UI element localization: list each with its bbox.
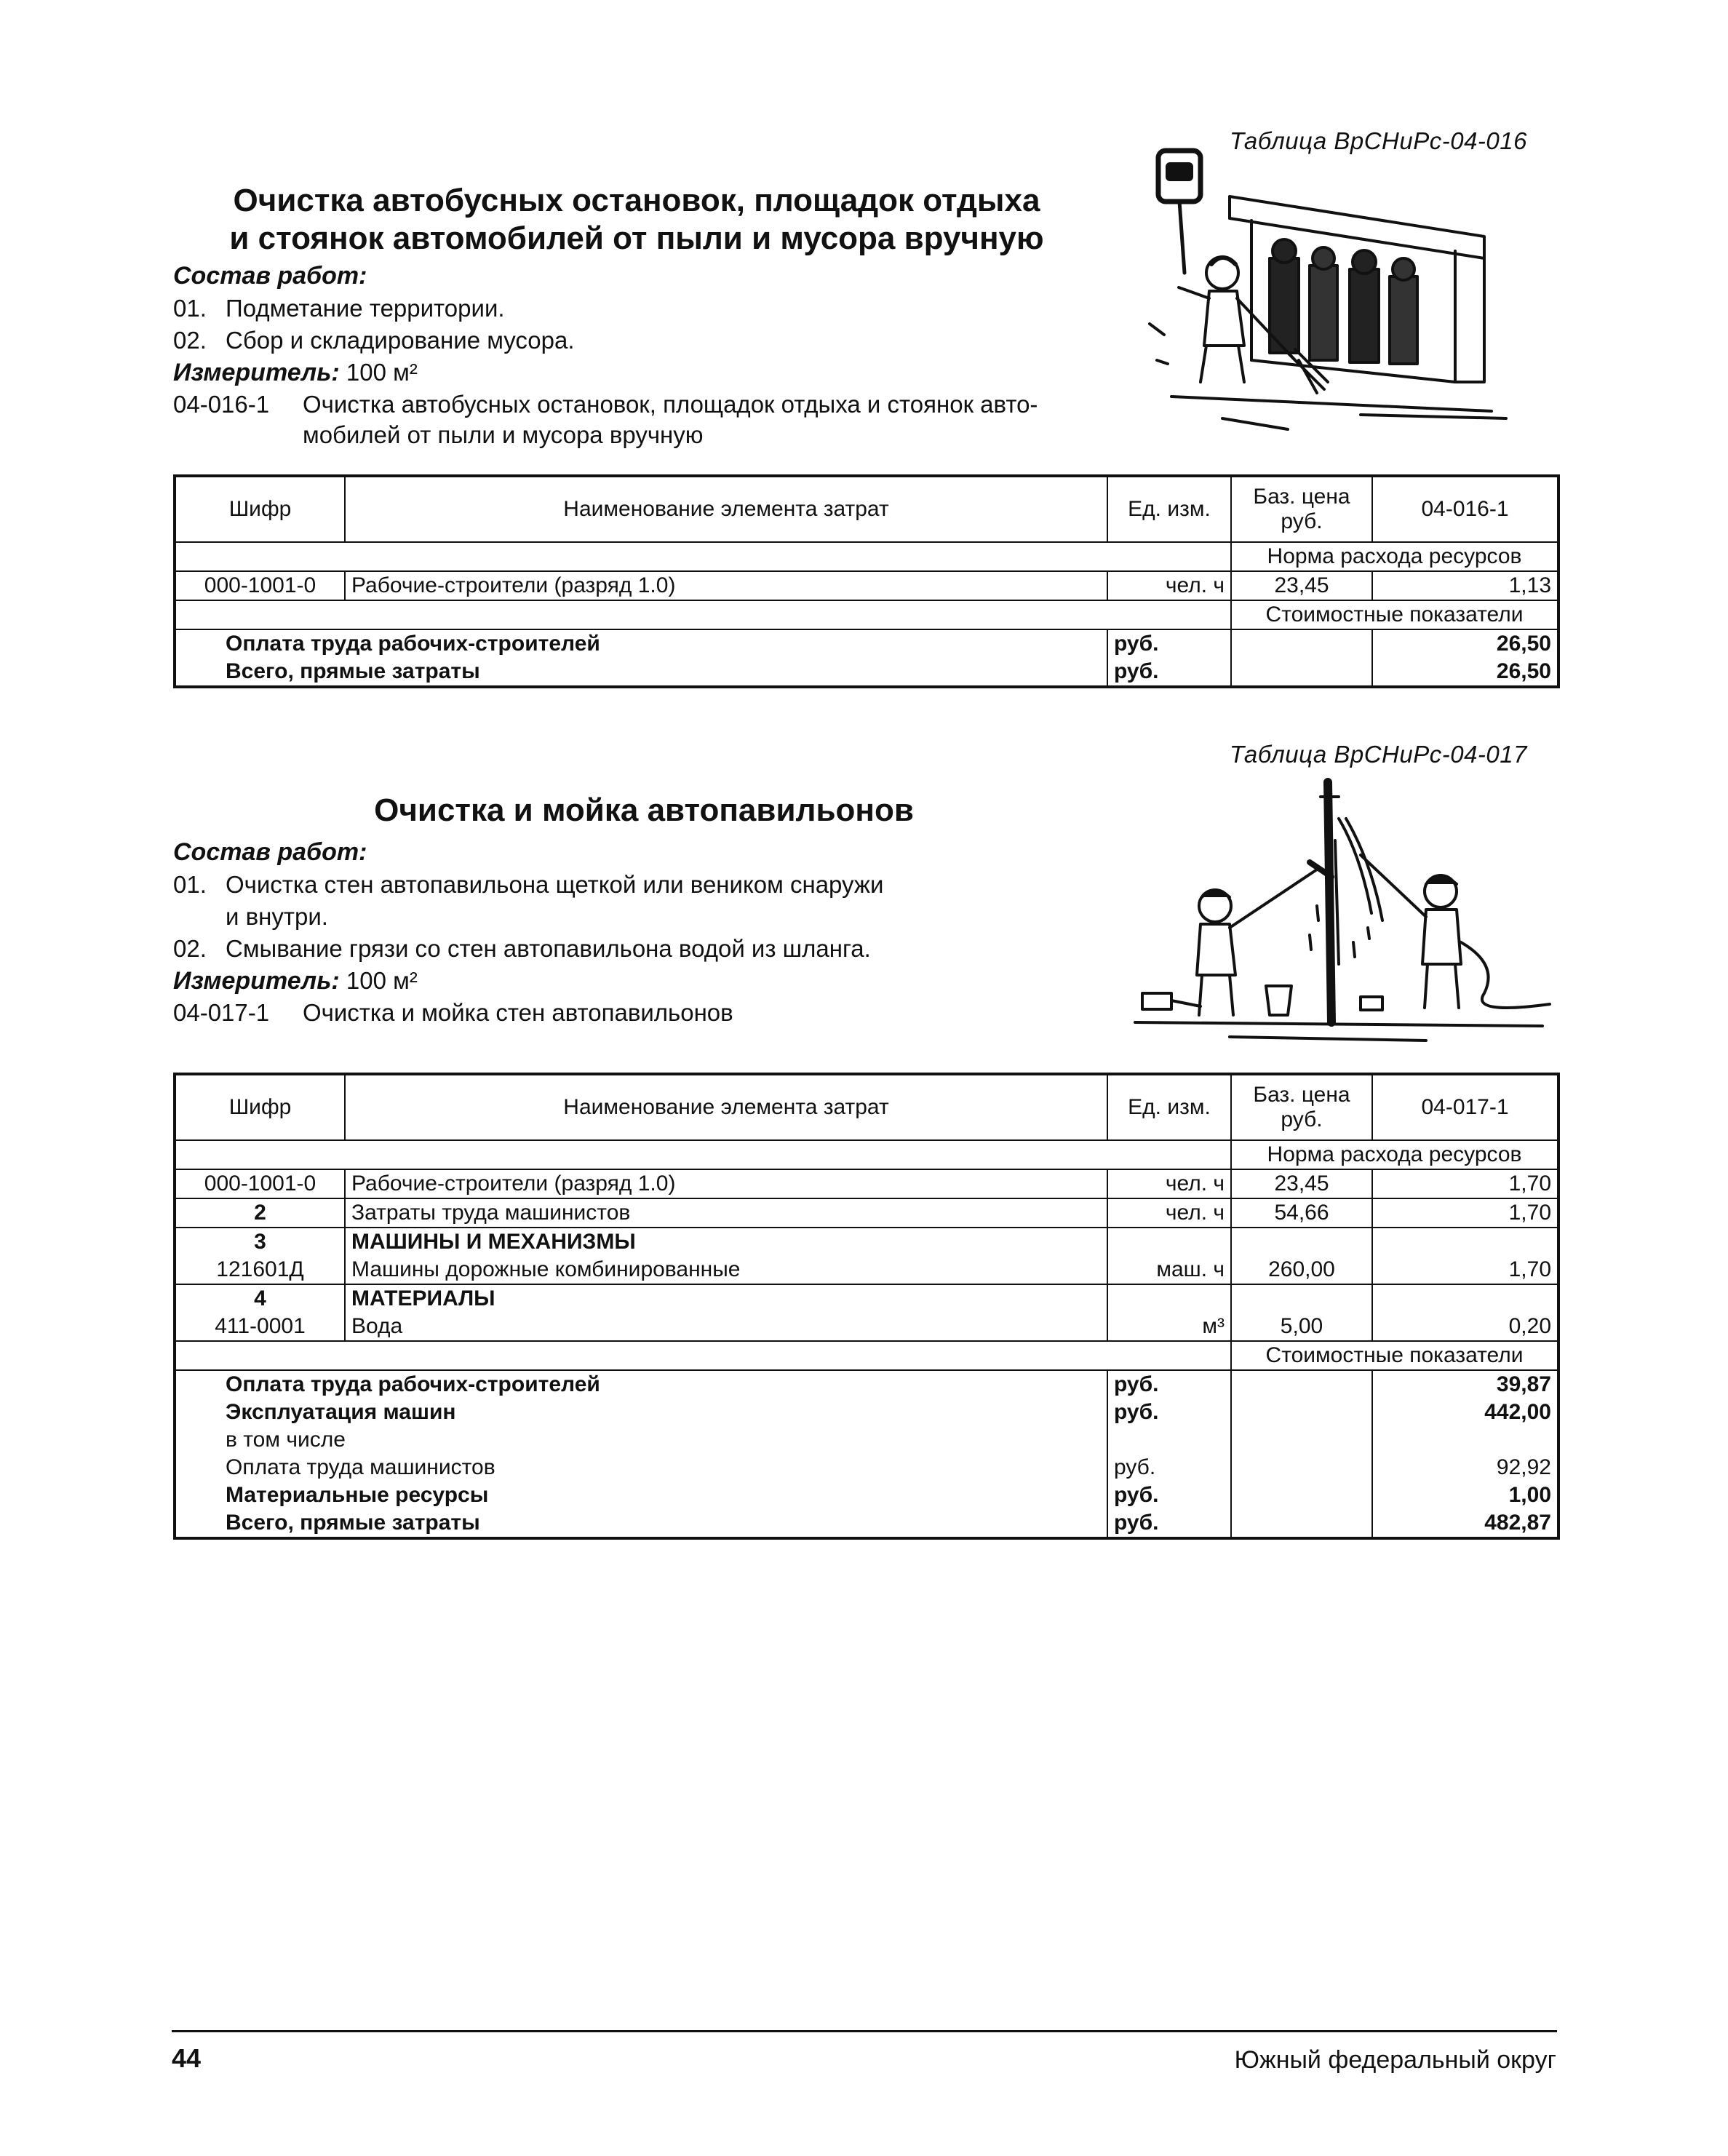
cell-unit: чел. ч	[1107, 571, 1231, 600]
table-row	[175, 1228, 1558, 1256]
title-line: и стоянок автомобилей от пыли и мусора вручную	[229, 220, 1044, 256]
table-row	[175, 1256, 1558, 1284]
code-ref-line	[173, 998, 733, 1027]
title-line: Очистка автобусных остановок, площадок отдыха	[233, 183, 1040, 218]
table-row	[175, 1169, 1558, 1198]
work-text: Сбор и складирование мусора.	[226, 327, 575, 354]
cell-price: 260,00	[1231, 1256, 1372, 1284]
work-item	[173, 294, 505, 323]
footer-divider	[172, 2030, 1557, 2032]
total-value: 39,87	[1372, 1370, 1558, 1399]
works-heading: Состав работ:	[173, 262, 367, 290]
total-name: Материальные ресурсы	[226, 1483, 489, 1507]
total-name: Всего, прямые затраты	[226, 659, 480, 683]
total-value: 26,50	[1372, 629, 1558, 658]
cell-code: 3	[175, 1228, 345, 1256]
total-name: Оплата труда рабочих-строителей	[175, 629, 1107, 658]
code-ref-line	[173, 390, 1038, 419]
total-name: Эксплуатация машин	[226, 1400, 456, 1424]
code-ref: 04-017-1	[173, 999, 270, 1026]
cell-code: 121601Д	[216, 1257, 304, 1281]
total-value: 482,87	[1372, 1509, 1558, 1538]
cell-value: 1,13	[1372, 571, 1558, 600]
section-norm-label: Норма расхода ресурсов	[1231, 542, 1558, 571]
section-title: Очистка и мойка автопавильонов	[374, 792, 914, 828]
cell-name: Рабочие-строители (разряд 1.0)	[345, 1169, 1107, 1198]
header-code: Шифр	[175, 476, 345, 542]
table-row	[175, 571, 1558, 600]
cell-code: 4	[175, 1284, 345, 1313]
total-name: Всего, прямые затраты	[226, 1511, 480, 1535]
cell-unit: чел. ч	[1107, 1198, 1231, 1228]
total-row	[175, 1399, 1558, 1426]
measure-label: Измеритель:	[173, 967, 340, 995]
code-desc: Очистка и мойка стен автопавильонов	[303, 999, 733, 1026]
total-row	[175, 1509, 1558, 1538]
total-name: Оплата труда машинистов	[226, 1455, 495, 1479]
section-cost-label: Стоимостные показатели	[1231, 600, 1558, 629]
footer-region: Южный федеральный округ	[1234, 2046, 1556, 2074]
bus-stop-sweeping-illustration	[1142, 142, 1521, 462]
code-ref: 04-016-1	[173, 391, 270, 418]
header-unit: Ед. изм.	[1107, 1074, 1231, 1140]
cell-code: 000-1001-0	[175, 1169, 345, 1198]
cell-name: МАШИНЫ И МЕХАНИЗМЫ	[345, 1228, 1107, 1256]
section-row	[175, 600, 1558, 629]
code-desc: Очистка автобусных остановок, площадок отдыха и стоянок авто-	[303, 391, 1038, 418]
works-heading: Состав работ:	[173, 838, 367, 866]
cell-value: 0,20	[1372, 1313, 1558, 1341]
cell-value: 1,70	[1372, 1198, 1558, 1228]
header-price: Баз. цена руб.	[1231, 476, 1372, 542]
work-num: 01.	[173, 871, 207, 898]
total-row	[175, 1454, 1558, 1481]
total-row	[175, 1426, 1558, 1454]
measure-label: Измеритель:	[173, 359, 340, 386]
total-row	[175, 1481, 1558, 1509]
section-norm-label: Норма расхода ресурсов	[1231, 1140, 1558, 1169]
header-price: Баз. цена руб.	[1231, 1074, 1372, 1140]
total-name: в том числе	[226, 1428, 346, 1452]
total-unit: руб.	[1107, 1370, 1231, 1399]
work-text: Смывание грязи со стен автопавильона водой из шланга.	[226, 935, 871, 962]
header-column: 04-017-1	[1372, 1074, 1558, 1140]
table-label: Таблица ВрСНиРс-04-017	[1230, 741, 1527, 768]
total-name: Оплата труда рабочих-строителей	[175, 1370, 1107, 1399]
cell-name: МАТЕРИАЛЫ	[345, 1284, 1107, 1313]
cell-code: 411-0001	[215, 1314, 306, 1338]
table-header-row	[175, 1074, 1558, 1140]
cell-name: Вода	[345, 1313, 1107, 1341]
section-row	[175, 1140, 1558, 1169]
table-header-row	[175, 476, 1558, 542]
cell-unit: м³	[1107, 1313, 1231, 1341]
total-row	[175, 629, 1558, 658]
measure	[173, 966, 418, 995]
work-num: 02.	[173, 327, 207, 354]
cell-code: 2	[175, 1198, 345, 1228]
total-unit: руб.	[1107, 1399, 1231, 1426]
header-code: Шифр	[175, 1074, 345, 1140]
cell-price: 5,00	[1231, 1313, 1372, 1341]
cell-name: Рабочие-строители (разряд 1.0)	[345, 571, 1107, 600]
total-value: 442,00	[1372, 1399, 1558, 1426]
cell-price: 23,45	[1231, 1169, 1372, 1198]
header-unit: Ед. изм.	[1107, 476, 1231, 542]
measure-value: 100 м²	[346, 359, 418, 386]
total-row	[175, 1370, 1558, 1399]
table-row	[175, 1198, 1558, 1228]
total-value: 26,50	[1372, 658, 1558, 687]
page-number: 44	[172, 2043, 202, 2073]
work-num: 01.	[173, 295, 207, 322]
cost-table	[173, 1073, 1560, 1540]
header-name: Наименование элемента затрат	[345, 1074, 1107, 1140]
cell-unit: чел. ч	[1107, 1169, 1231, 1198]
cell-value: 1,70	[1372, 1256, 1558, 1284]
total-row	[175, 658, 1558, 687]
total-unit: руб.	[1107, 1481, 1231, 1509]
header-name: Наименование элемента затрат	[345, 476, 1107, 542]
work-text: Подметание территории.	[226, 295, 505, 322]
cell-name: Машины дорожные комбинированные	[345, 1256, 1107, 1284]
work-item	[173, 934, 871, 963]
total-unit: руб.	[1107, 629, 1231, 658]
cell-price: 54,66	[1231, 1198, 1372, 1228]
code-desc-cont: мобилей от пыли и мусора вручную	[303, 421, 704, 448]
section-row	[175, 1341, 1558, 1370]
table-label: Таблица ВрСНиРс-04-016	[1230, 127, 1527, 154]
section-row	[175, 542, 1558, 571]
pavilion-washing-illustration	[1120, 775, 1557, 1051]
cost-table	[173, 474, 1560, 688]
cell-name: Затраты труда машинистов	[345, 1198, 1107, 1228]
work-text: Очистка стен автопавильона щеткой или веником снаружи	[226, 871, 884, 898]
work-item	[173, 870, 883, 899]
work-num: 02.	[173, 935, 207, 962]
total-value: 92,92	[1372, 1454, 1558, 1481]
total-value: 1,00	[1372, 1481, 1558, 1509]
cell-price: 23,45	[1231, 571, 1372, 600]
cell-unit: маш. ч	[1107, 1256, 1231, 1284]
section-cost-label: Стоимостные показатели	[1231, 1341, 1558, 1370]
table-row	[175, 1313, 1558, 1341]
work-item-cont: и внутри.	[226, 903, 328, 930]
cell-value: 1,70	[1372, 1169, 1558, 1198]
measure	[173, 358, 418, 387]
work-item	[173, 326, 575, 355]
measure-value: 100 м²	[346, 967, 418, 994]
total-unit: руб.	[1107, 1454, 1231, 1481]
header-column: 04-016-1	[1372, 476, 1558, 542]
table-row	[175, 1284, 1558, 1313]
total-unit: руб.	[1107, 1509, 1231, 1538]
total-unit: руб.	[1107, 658, 1231, 687]
section-title	[175, 182, 1099, 258]
cell-code: 000-1001-0	[175, 571, 345, 600]
